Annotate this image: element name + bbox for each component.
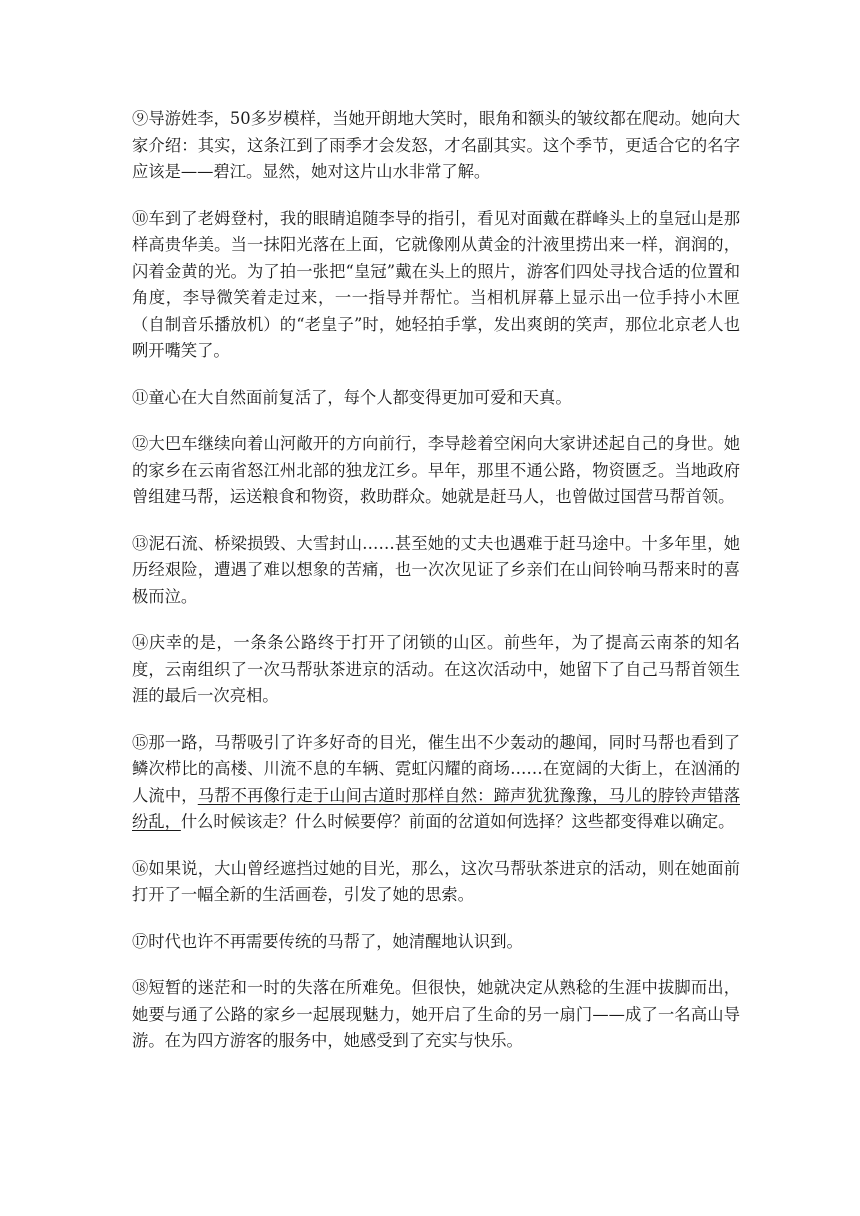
paragraph-15-text-before: ⑮那一路，马帮吸引了许多好奇的目光，催生出不少轰动的趣闻，同时马帮也看到了鳞次栉比的高楼、川流不息的车辆、霓虹闪耀的商场……在宽阔的大街上，在汹涌的人流中， bbox=[132, 732, 740, 805]
paragraph-16: ⑯如果说，大山曾经遮挡过她的目光，那么，这次马帮驮茶进京的活动，则在她面前打开了一幅全新的生活画卷，引发了她的思索。 bbox=[132, 858, 740, 904]
paragraph-10: ⑩车到了老姆登村，我的眼睛追随李导的指引，看见对面戴在群峰头上的皇冠山是那样高贵华美。当一抹阳光落在上面，它就像刚从黄金的汁液里捞出来一样，润润的，闪着金黄的光。为了拍一张把“皇冠”戴在头上的照片，游客们四处寻找合适的位置和角度，李导微笑着走过来，一一指导并帮忙。当相机屏幕上显示出一位手持小木匣（自制音乐播放机）的“老皇子”时，她轻拍手掌，发出爽朗的笑声，那位北京老人也咧开嘴笑了。 bbox=[132, 208, 740, 360]
paragraph-15 bbox=[132, 730, 740, 836]
paragraph-15-underlined-text: 马帮不再像行走于山间古道时那样自然：蹄声犹犹豫豫，马儿的脖铃声错落纷乱， bbox=[132, 785, 740, 831]
paragraph-13: ⑬泥石流、桥梁损毁、大雪封山……甚至她的丈夫也遇难于赶马途中。十多年里，她历经艰险，遭遇了难以想象的苦痛，也一次次见证了乡亲们在山间铃响马帮来时的喜极而泣。 bbox=[132, 533, 740, 606]
paragraph-9: ⑨导游姓李，50多岁模样，当她开朗地大笑时，眼角和额头的皱纹都在爬动。她向大家介绍：其实，这条江到了雨季才会发怒，才名副其实。这个季节，更适合它的名字应该是——碧江。显然，她对这片山水非常了解。 bbox=[132, 109, 740, 181]
paragraph-18: ⑱短暂的迷茫和一时的失落在所难免。但很快，她就决定从熟稔的生涯中拔脚而出，她要与通了公路的家乡一起展现魅力，她开启了生命的另一扇门——成了一名高山导游。在为四方游客的服务中，她感受到了充实与快乐。 bbox=[132, 978, 740, 1050]
paragraph-12: ⑫大巴车继续向着山河敞开的方向前行，李导趁着空闲向大家讲述起自己的身世。她的家乡在云南省怒江州北部的独龙江乡。早年，那里不通公路，物资匮乏。当地政府曾组建马帮，运送粮食和物资，救助群众。她就是赶马人，也曾做过国营马帮首领。 bbox=[132, 434, 740, 506]
paragraph-14: ⑭庆幸的是，一条条公路终于打开了闭锁的山区。前些年，为了提高云南茶的知名度，云南组织了一次马帮驮茶进京的活动。在这次活动中，她留下了自己马帮首领生涯的最后一次亮相。 bbox=[132, 633, 740, 705]
paragraph-11: ⑪童心在大自然面前复活了，每个人都变得更加可爱和天真。 bbox=[132, 387, 572, 407]
paragraph-17: ⑰时代也许不再需要传统的马帮了，她清醒地认识到。 bbox=[132, 931, 523, 951]
paragraph-15-text-after: 什么时候该走？什么时候要停？前面的岔道如何选择？这些都变得难以确定。 bbox=[180, 812, 735, 831]
